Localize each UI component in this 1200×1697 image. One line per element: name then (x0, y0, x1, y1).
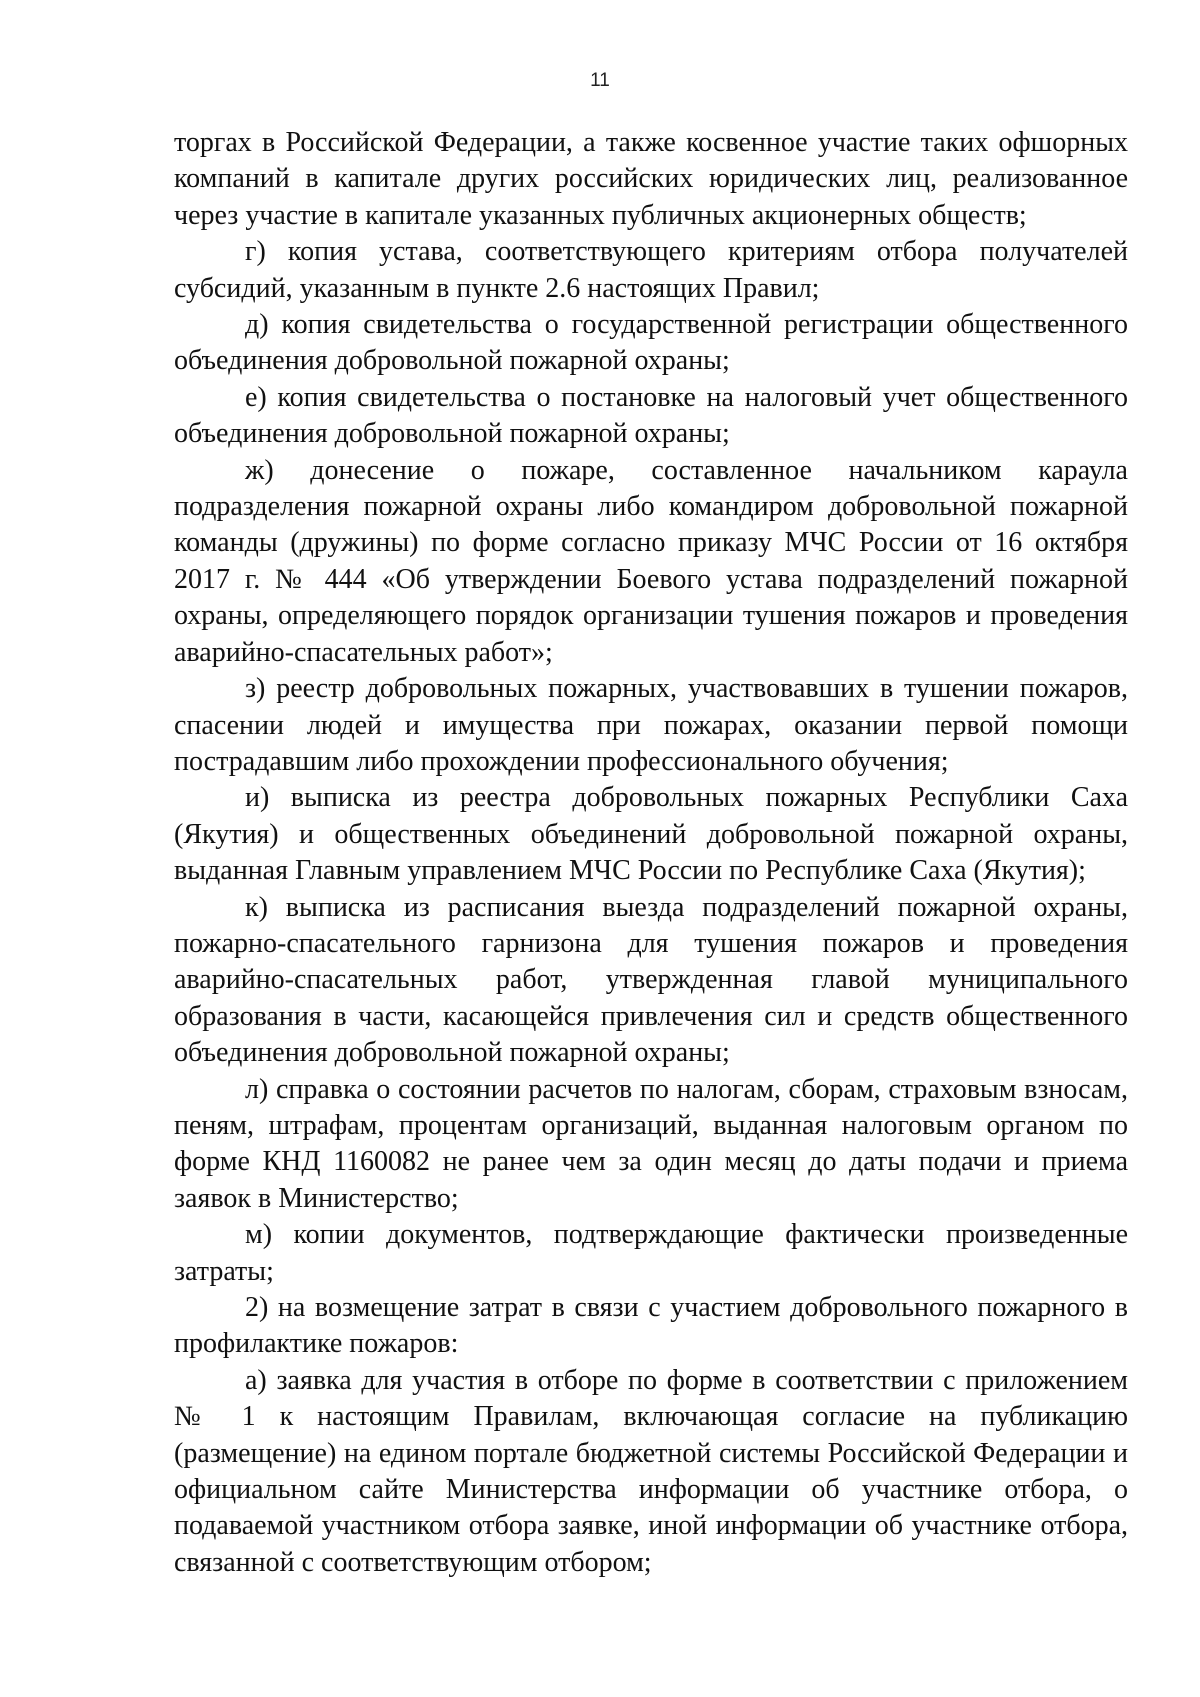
paragraph-item-m: м) копии документов, подтверждающие фактически произведенные затраты; (174, 1219, 1128, 1287)
paragraph-continuation: торгах в Российской Федерации, а также косвенное участие таких офшорных компаний в капитале других российских юридических лиц, реализованное через участие в капитале указанных публичных акционерных обществ; (174, 127, 1128, 231)
page-number: 11 (590, 70, 610, 91)
paragraph-section-2: 2) на возмещение затрат в связи с участием добровольного пожарного в профилактике пожаров: (174, 1292, 1128, 1360)
paragraph-item-i: и) выписка из реестра добровольных пожарных Республики Саха (Якутия) и общественных объединений добровольной пожарной охраны, выданная Главным управлением МЧС России по Республике Саха (Якутия); (174, 782, 1128, 887)
paragraph-item-e: е) копия свидетельства о постановке на налоговый учет общественного объединения добровольной пожарной охраны; (174, 381, 1128, 450)
paragraph-item-l: л) справка о состоянии расчетов по налогам, сборам, страховым взносам, пеням, штрафам, процентам организаций, выданная налоговым органом по форме КНД 1160082 не ранее чем за один месяц до даты подачи и приема заявок в Министерство; (174, 1073, 1128, 1214)
paragraph-item-a: а) заявка для участия в отборе по форме в соответствии с приложением № 1 к настоящим Правилам, включающая согласие на публикацию (размещение) на едином портале бюджетной системы Российской Федерации и официальном сайте Министерства информации об участнике отбора, о подаваемой участником отбора заявке, иной информации об участнике отбора, связанной с соответствующим отбором; (174, 1364, 1128, 1578)
document-body (174, 125, 1128, 1581)
paragraph-item-z: з) реестр добровольных пожарных, участвовавших в тушении пожаров, спасении людей и имущества при пожарах, оказании первой помощи пострадавшим либо прохождении профессионального обучения; (174, 673, 1128, 777)
paragraph-item-k: к) выписка из расписания выезда подразделений пожарной охраны, пожарно-спасательного гарнизона для тушения пожаров и проведения аварийно-спасательных работ, утвержденная главой муниципального образования в части, касающейся привлечения сил и средств общественного объединения добровольной пожарной охраны; (174, 891, 1128, 1069)
paragraph-item-g: г) копия устава, соответствующего критериям отбора получателей субсидий, указанным в пункте 2.6 настоящих Правил; (174, 236, 1128, 304)
paragraph-item-zh: ж) донесение о пожаре, составленное начальником караула подразделения пожарной охраны либо командиром добровольной пожарной команды (дружины) по форме согласно приказу МЧС России от 16 октября 2017 г. № 444 «Об утверждении Боевого устава подразделений пожарной охраны, определяющего порядок организации тушения пожаров и проведения аварийно-спасательных работ»; (174, 454, 1128, 668)
paragraph-item-d: д) копия свидетельства о государственной регистрации общественного объединения добровольной пожарной охраны; (174, 309, 1128, 377)
